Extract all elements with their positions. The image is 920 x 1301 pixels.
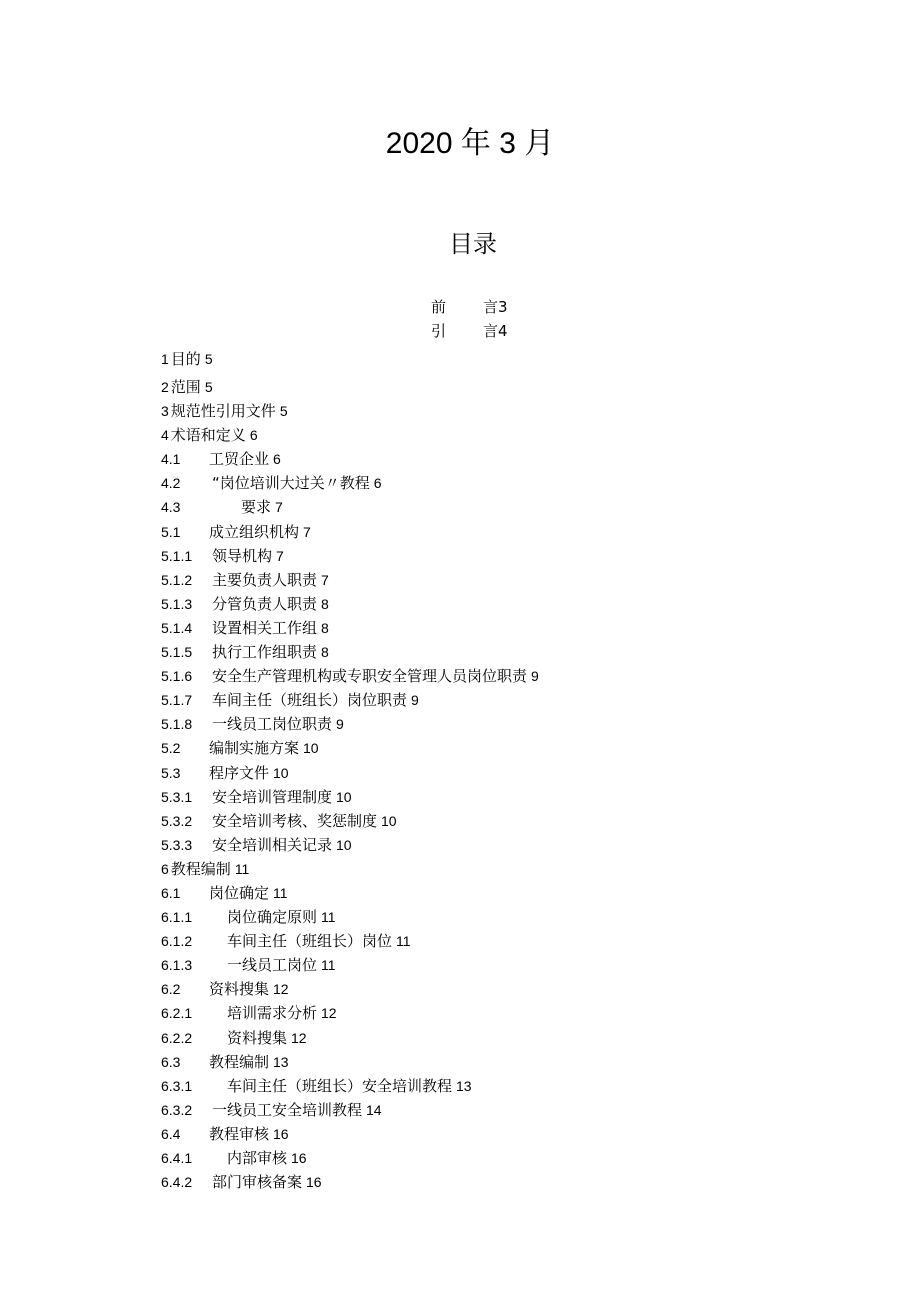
toc-entry-number: 5.3.3 [161, 836, 193, 853]
toc-entry-page: 6 [249, 427, 258, 444]
toc-entry-number: 1 [161, 351, 169, 367]
toc-entry-title: 资料搜集 [209, 980, 270, 999]
toc-entry-number: 5.1.6 [161, 668, 193, 685]
toc-entry-number: 6.1.3 [161, 957, 193, 974]
toc-entry-title: 岗位确定 [209, 883, 270, 902]
toc-entry-title: 分管负责人职责 [212, 594, 318, 613]
toc-entry[interactable] [161, 495, 539, 519]
toc-entry-title: 成立组织机构 [209, 522, 300, 541]
toc-entry-page: 12 [321, 1005, 337, 1022]
toc-entry-number: 6 [161, 860, 169, 877]
toc-entry-title: 要求 [241, 498, 272, 517]
toc-entry[interactable] [161, 736, 539, 760]
toc-entry-page: 8 [321, 619, 329, 636]
toc-entry[interactable] [161, 1001, 539, 1025]
toc-entry-page: 7 [276, 547, 284, 564]
toc-entry-title: 培训需求分析 [227, 1004, 318, 1023]
toc-entry[interactable] [161, 1026, 539, 1050]
toc-entry-title: 安全培训考核、奖惩制度 [212, 811, 378, 830]
toc-entry-title: 设置相关工作组 [212, 618, 318, 637]
toc-entry-title: 安全培训管理制度 [212, 787, 333, 806]
toc-entry[interactable] [161, 688, 539, 712]
toc-entry-title: 车间主任（班组长）岗位职责 [212, 691, 408, 710]
toc-entry-title: 程序文件 [209, 763, 270, 782]
toc-entry[interactable] [161, 544, 539, 568]
toc-entry-title: 部门审核备案 [212, 1173, 303, 1192]
toc-entry-number: 5.1.5 [161, 644, 193, 661]
toc-entry-title: 教程审核 [209, 1124, 270, 1143]
toc-heading: 目录 [449, 230, 497, 258]
toc-entry-number: 6.2.2 [161, 1029, 193, 1046]
toc-entry[interactable] [161, 375, 539, 399]
toc-entry-title: “岗位培训大过关〃教程 [212, 474, 370, 493]
toc-entry-number: 6.1.1 [161, 909, 193, 926]
toc-entry[interactable] [161, 905, 539, 929]
toc-entry[interactable] [161, 423, 539, 447]
toc-entry-title: 教程编制 [209, 1052, 270, 1071]
toc-entry-number: 5.2 [161, 740, 181, 757]
toc-entry-page: 11 [234, 860, 250, 877]
toc-entry-number: 5.1.2 [161, 571, 193, 588]
toc-entry[interactable] [161, 712, 539, 736]
toc-entry[interactable] [161, 447, 539, 471]
toc-entry-title: 教程编制 [170, 859, 231, 878]
toc-entry-title: 内部审核 [227, 1149, 288, 1167]
toc-entry-number: 6.3.1 [161, 1077, 193, 1094]
toc-entry-page: 9 [411, 692, 419, 709]
toc-entry-title: 主要负责人职责 [212, 570, 318, 589]
toc-entry-number: 3 [161, 403, 169, 420]
toc-entry-label: 言 [483, 298, 499, 316]
toc-entry[interactable] [161, 1146, 539, 1170]
toc-entry-number: 6.4.1 [161, 1150, 193, 1166]
toc-entry-title: 岗位确定原则 [227, 908, 318, 927]
toc-entry-page: 5 [204, 351, 213, 367]
toc-entry-number: 4.2 [161, 475, 181, 492]
toc-entry[interactable] [161, 399, 539, 423]
toc-entry-number: 6.2.1 [161, 1005, 193, 1022]
toc-entry-label: 言 [483, 322, 499, 340]
toc-entry-page: 11 [321, 909, 336, 926]
toc-entry-label: 引 [431, 322, 447, 340]
toc-entry-number: 5.3.2 [161, 812, 193, 829]
toc-entry-preface[interactable] [431, 295, 508, 319]
toc-entry-page: 6 [273, 451, 281, 468]
toc-entry-number: 5.1 [161, 523, 181, 540]
toc-entry-page: 16 [291, 1150, 307, 1166]
toc-entry[interactable] [161, 347, 539, 375]
toc-entry-number: 5.1.1 [161, 547, 193, 564]
toc-entry-number: 5.1.8 [161, 716, 193, 733]
toc-entry[interactable] [161, 785, 539, 809]
toc-entry-title: 一线员工安全培训教程 [212, 1100, 363, 1119]
toc-entry-page: 3 [498, 298, 508, 316]
toc-entry-title: 规范性引用文件 [170, 402, 276, 421]
toc-entry-page: 10 [381, 812, 397, 829]
toc-entry-page: 6 [373, 475, 382, 492]
toc-entry-page: 12 [273, 981, 289, 998]
toc-entry-title: 一线员工岗位职责 [212, 715, 333, 734]
toc-entry-number: 6.1.2 [161, 933, 193, 950]
toc-entry-title: 安全培训相关记录 [212, 835, 333, 854]
toc-entry-page: 16 [273, 1125, 289, 1142]
toc-entry-page: 7 [321, 571, 329, 588]
toc-entry-number: 2 [161, 379, 169, 395]
toc-entry-number: 5.3 [161, 764, 181, 781]
toc-entry-number: 6.2 [161, 981, 181, 998]
toc-entry-page: 11 [396, 933, 411, 950]
toc-entry-title: 编制实施方案 [209, 739, 300, 758]
toc-entry-page: 5 [279, 403, 288, 420]
toc-entry[interactable] [161, 1122, 539, 1146]
toc-entry-page: 7 [275, 499, 283, 516]
toc-entry-number: 6.3.2 [161, 1101, 193, 1118]
toc-entry-page: 12 [291, 1029, 307, 1046]
toc-entry[interactable] [161, 761, 539, 785]
toc-entry-page: 10 [336, 788, 352, 805]
toc-entry-page: 14 [366, 1101, 382, 1118]
toc-entry[interactable] [161, 857, 539, 881]
toc-entry[interactable] [161, 471, 539, 495]
toc-entry-number: 6.4 [161, 1125, 181, 1142]
toc-entry-title: 车间主任（班组长）安全培训教程 [227, 1076, 453, 1095]
toc-entry-title: 资料搜集 [227, 1028, 288, 1047]
toc-entry-number: 4 [161, 427, 169, 444]
toc-entry-title: 领导机构 [212, 546, 273, 565]
toc-entry[interactable] [161, 809, 539, 833]
toc-entry-page: 9 [531, 668, 539, 685]
toc-entry-page: 11 [321, 957, 336, 974]
toc-entry[interactable] [161, 520, 539, 544]
document-date: 2020 年 3 月 [385, 127, 555, 160]
toc-entry-title: 执行工作组职责 [212, 643, 318, 662]
toc-entry-number: 4.3 [161, 499, 181, 516]
toc-entry-number: 5.1.7 [161, 692, 193, 709]
toc-entry[interactable] [161, 1170, 539, 1194]
toc-entry-page: 9 [336, 716, 344, 733]
toc-entry-number: 5.1.3 [161, 595, 193, 612]
toc-entry-title: 范围 [170, 378, 201, 396]
toc-entry-number: 6.4.2 [161, 1174, 193, 1191]
toc-entry-label: 前 [431, 298, 447, 316]
toc-entry[interactable] [161, 664, 539, 688]
toc-entry[interactable] [161, 1050, 539, 1074]
toc-entry[interactable] [161, 640, 539, 664]
toc-entry-title: 术语和定义 [170, 426, 246, 445]
toc-entry-page: 11 [273, 884, 288, 901]
toc-entry-page: 10 [273, 764, 289, 781]
toc-entry-title: 工贸企业 [209, 450, 270, 469]
toc-entry-introduction[interactable] [431, 319, 508, 343]
toc-entry[interactable] [161, 929, 539, 953]
toc-entry[interactable] [161, 881, 539, 905]
toc-entry-title: 目的 [170, 350, 201, 368]
toc-entry-page: 13 [273, 1053, 289, 1070]
front-matter-entries [431, 295, 508, 343]
toc-entry-page: 13 [456, 1077, 472, 1094]
toc-entry[interactable] [161, 1074, 539, 1098]
toc-entry-number: 6.3 [161, 1053, 181, 1070]
toc-entry-number: 4.1 [161, 451, 181, 468]
toc-entry-page: 5 [204, 379, 213, 395]
toc-entry-number: 5.1.4 [161, 619, 193, 636]
toc-entry-page: 10 [336, 836, 352, 853]
toc-entry-page: 8 [321, 595, 329, 612]
toc-entry-page: 16 [306, 1174, 322, 1191]
toc-entry[interactable] [161, 953, 539, 977]
toc-entry-page: 4 [498, 322, 508, 340]
toc-entry[interactable] [161, 568, 539, 592]
toc-entry-number: 6.1 [161, 884, 181, 901]
toc-entry[interactable] [161, 1098, 539, 1122]
toc-entry-title: 安全生产管理机构或专职安全管理人员岗位职责 [212, 667, 528, 686]
toc-entry[interactable] [161, 833, 539, 857]
toc-list [161, 347, 539, 1194]
toc-entry[interactable] [161, 592, 539, 616]
toc-entry-page: 7 [303, 523, 311, 540]
toc-entry[interactable] [161, 977, 539, 1001]
toc-entry-title: 一线员工岗位 [227, 956, 318, 975]
toc-entry[interactable] [161, 616, 539, 640]
toc-entry-page: 8 [321, 644, 329, 661]
toc-entry-page: 10 [303, 740, 319, 757]
toc-entry-title: 车间主任（班组长）岗位 [227, 932, 393, 951]
toc-entry-number: 5.3.1 [161, 788, 193, 805]
